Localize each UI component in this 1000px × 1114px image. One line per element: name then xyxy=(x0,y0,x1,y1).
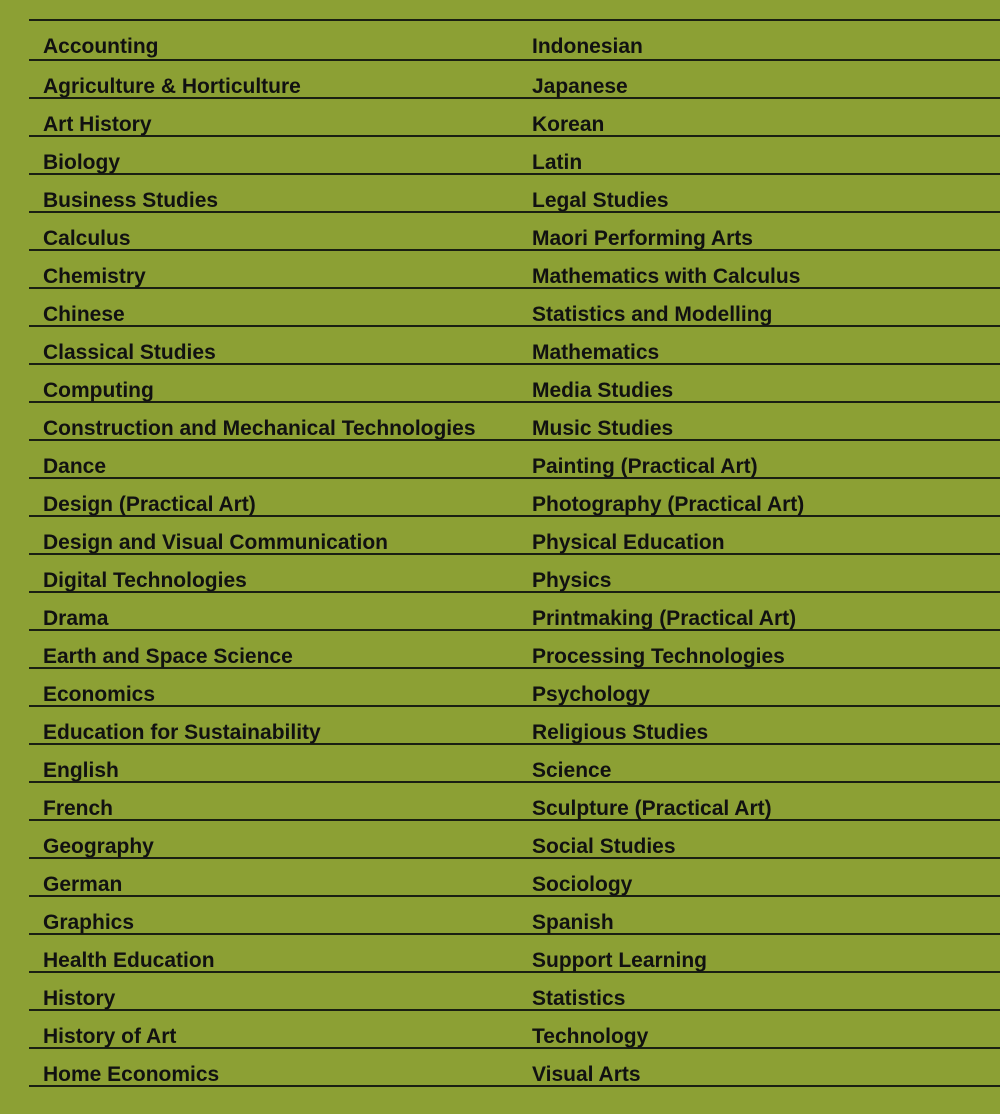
table-row xyxy=(29,99,1000,137)
subject-cell-left: Art History xyxy=(43,113,152,136)
table-row xyxy=(29,213,1000,251)
table-row xyxy=(29,859,1000,897)
table-row xyxy=(29,897,1000,935)
subject-cell-left: Design and Visual Communication xyxy=(43,531,389,554)
subject-cell-right: Physical Education xyxy=(532,531,725,554)
table-row xyxy=(29,783,1000,821)
table-row xyxy=(29,479,1000,517)
subject-cell-right: Technology xyxy=(532,1025,649,1048)
subject-cell-right: Indonesian xyxy=(532,35,643,58)
subject-cell-right: Painting (Practical Art) xyxy=(532,455,758,478)
subject-cell-left: Graphics xyxy=(43,911,135,934)
table-row xyxy=(29,631,1000,669)
table-row xyxy=(29,707,1000,745)
subject-cell-left: Accounting xyxy=(43,35,159,58)
subject-cell-left: French xyxy=(43,797,114,820)
subject-cell-left: Computing xyxy=(43,379,154,402)
subject-cell-right: Spanish xyxy=(532,911,614,934)
table-row xyxy=(29,555,1000,593)
subject-cell-right: Japanese xyxy=(532,75,628,98)
subject-cell-right: Mathematics xyxy=(532,341,660,364)
table-row xyxy=(29,1011,1000,1049)
table-row xyxy=(29,61,1000,99)
subject-cell-left: Biology xyxy=(43,151,120,174)
table-row xyxy=(29,251,1000,289)
table-row xyxy=(29,935,1000,973)
subject-cell-left: Classical Studies xyxy=(43,341,216,364)
subject-cell-right: Religious Studies xyxy=(532,721,709,744)
subject-cell-left: Dance xyxy=(43,455,107,478)
table-row xyxy=(29,517,1000,555)
table-row xyxy=(29,403,1000,441)
subject-cell-left: Calculus xyxy=(43,227,131,250)
subject-cell-right: Processing Technologies xyxy=(532,645,785,668)
subject-cell-right: Maori Performing Arts xyxy=(532,227,753,250)
subject-cell-left: Digital Technologies xyxy=(43,569,247,592)
subject-cell-left: Construction and Mechanical Technologies xyxy=(43,417,476,440)
subject-cell-left: Education for Sustainability xyxy=(43,721,321,744)
subject-cell-right: Korean xyxy=(532,113,605,136)
table-row xyxy=(29,669,1000,707)
subject-cell-left: Home Economics xyxy=(43,1063,220,1086)
subject-cell-right: Music Studies xyxy=(532,417,674,440)
table-row xyxy=(29,137,1000,175)
subject-cell-left: Design (Practical Art) xyxy=(43,493,256,516)
subject-cell-left: German xyxy=(43,873,123,896)
table-row xyxy=(29,289,1000,327)
subject-cell-left: Economics xyxy=(43,683,156,706)
subject-cell-right: Printmaking (Practical Art) xyxy=(532,607,797,630)
table-row xyxy=(29,21,1000,61)
subject-cell-left: Drama xyxy=(43,607,109,630)
subject-cell-right: Visual Arts xyxy=(532,1063,641,1086)
subject-cell-left: Health Education xyxy=(43,949,215,972)
subject-cell-left: Agriculture & Horticulture xyxy=(43,75,301,98)
table-row xyxy=(29,175,1000,213)
table-row xyxy=(29,365,1000,403)
subject-table xyxy=(29,19,1000,1087)
subject-cell-left: Chemistry xyxy=(43,265,146,288)
subject-cell-right: Latin xyxy=(532,151,583,174)
table-row xyxy=(29,593,1000,631)
subject-cell-right: Social Studies xyxy=(532,835,676,858)
subject-cell-right: Support Learning xyxy=(532,949,707,972)
subject-cell-right: Psychology xyxy=(532,683,650,706)
subject-cell-left: English xyxy=(43,759,119,782)
table-row xyxy=(29,821,1000,859)
subject-cell-right: Sculpture (Practical Art) xyxy=(532,797,772,820)
subject-cell-left: History xyxy=(43,987,116,1010)
subject-cell-right: Photography (Practical Art) xyxy=(532,493,805,516)
subject-cell-right: Science xyxy=(532,759,612,782)
subject-cell-right: Media Studies xyxy=(532,379,674,402)
subject-cell-left: History of Art xyxy=(43,1025,177,1048)
subject-cell-right: Sociology xyxy=(532,873,633,896)
table-row xyxy=(29,973,1000,1011)
subject-cell-right: Statistics xyxy=(532,987,626,1010)
subject-cell-right: Mathematics with Calculus xyxy=(532,265,801,288)
subject-cell-left: Geography xyxy=(43,835,154,858)
subject-cell-right: Statistics and Modelling xyxy=(532,303,773,326)
subject-cell-left: Earth and Space Science xyxy=(43,645,293,668)
subject-cell-right: Legal Studies xyxy=(532,189,669,212)
table-row xyxy=(29,1049,1000,1087)
subject-cell-right: Physics xyxy=(532,569,612,592)
table-row xyxy=(29,327,1000,365)
table-row xyxy=(29,745,1000,783)
table-row xyxy=(29,441,1000,479)
subject-cell-left: Chinese xyxy=(43,303,125,326)
subject-cell-left: Business Studies xyxy=(43,189,219,212)
